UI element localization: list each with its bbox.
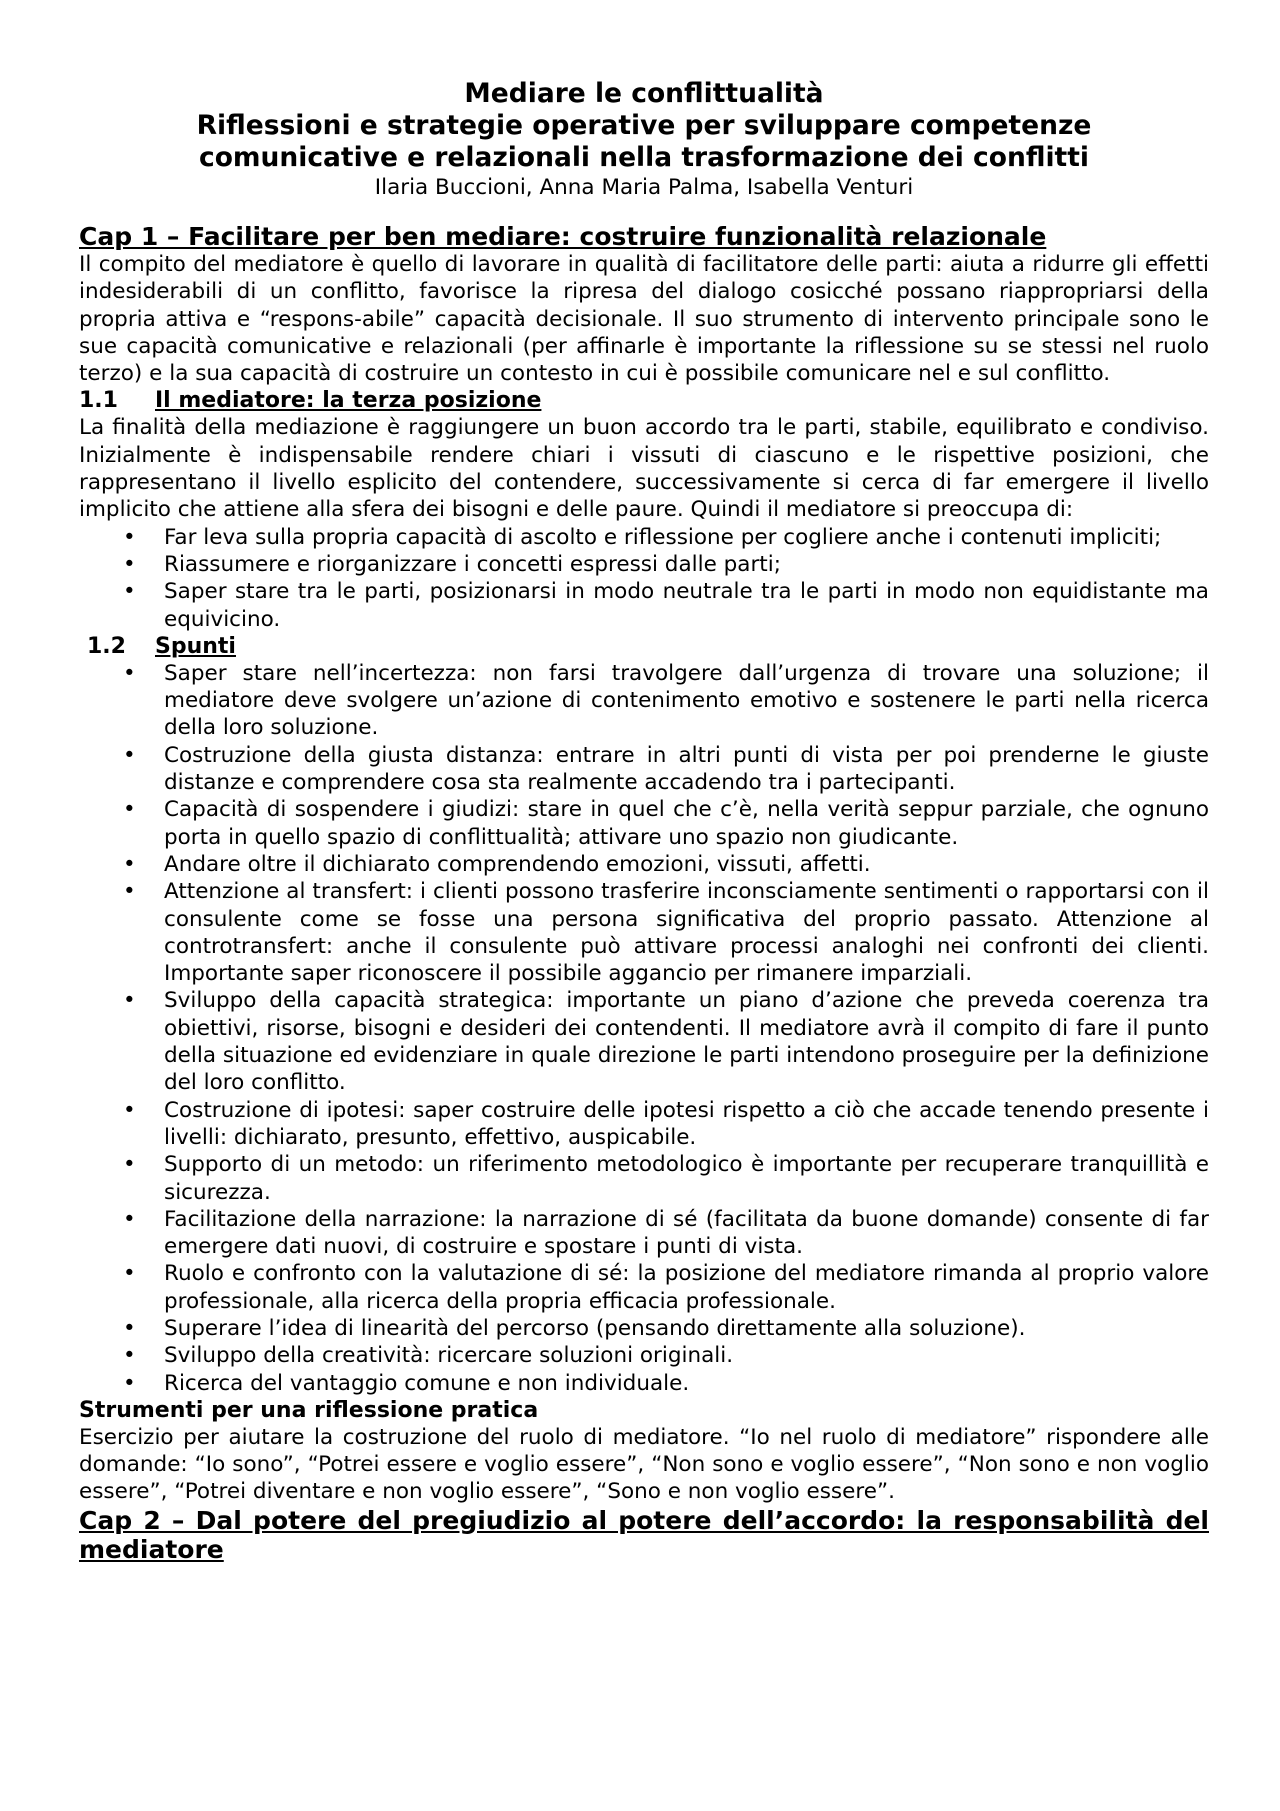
list-item: • Ricerca del vantaggio comune e non individuale. [123, 1370, 690, 1396]
list-item: • Supporto di un metodo: un riferimento metodologico è importante per recuperare tranquillità e sicurezza. [123, 1152, 1209, 1205]
section-title: Il mediatore: la terza posizione [155, 388, 542, 414]
bullet-icon: • [123, 524, 136, 550]
list-item: • Ruolo e confronto con la valutazione di sé: la posizione del mediatore rimanda al proprio valore professionale, alla ricerca della propria efficacia professionale. [123, 1261, 1209, 1314]
list-item: • Facilitazione della narrazione: la narrazione di sé (facilitata da buone domande) consente di far emergere dati nuovi, di costruire e spostare i punti di vista. [123, 1206, 1209, 1260]
document-page [79, 78, 1209, 1564]
bullet-icon: • [123, 1370, 136, 1396]
list-item: • Attenzione al transfert: i clienti possono trasferire inconsciamente sentimenti o rapportarsi con il consulente come se fosse una persona significativa del proprio passato. Attenzione al controtransfert: anche il consulente può attivare processi analoghi nei confronti dei clienti. Importante saper riconoscere il possibile aggancio per rimanere imparziali. [123, 879, 1209, 987]
chapter-2-heading: Cap 2 – Dal potere del pregiudizio al potere dell’accordo: la responsabilità del mediatore [79, 1505, 1209, 1564]
list-item: • Costruzione della giusta distanza: entrare in altri punti di vista per poi prenderne le giuste distanze e comprendere cosa sta realmente accadendo tra i partecipanti. [123, 742, 1209, 796]
list-item: • Sviluppo della creatività: ricercare soluzioni originali. [123, 1343, 734, 1369]
bullet-icon: • [123, 1152, 136, 1178]
list-item: • Superare l’idea di linearità del percorso (pensando direttamente alla soluzione). [123, 1315, 1026, 1341]
tools-heading: Strumenti per una riflessione pratica [79, 1397, 539, 1423]
section-1-2-bullet-list [79, 660, 1209, 1397]
section-1-2-heading [79, 633, 1209, 660]
bullet-icon: • [123, 851, 136, 877]
list-item: • Sviluppo della capacità strategica: importante un piano d’azione che preveda coerenza tra obiettivi, risorse, bisogni e desideri dei contendenti. Il mediatore avrà il compito di fare il punto della situazione ed evidenziare in quale direzione le parti intendono proseguire per la definizione del loro conflitto. [123, 988, 1209, 1096]
bullet-icon: • [123, 1206, 136, 1232]
bullet-icon: • [123, 551, 136, 577]
bullet-icon: • [123, 797, 136, 823]
section-1-1-bullet-list [79, 524, 1209, 633]
section-title: Spunti [155, 633, 236, 659]
bullet-icon: • [123, 988, 136, 1014]
chapter-1-heading: Cap 1 – Facilitare per ben mediare: costruire funzionalità relazionale [79, 222, 1047, 251]
section-1-1-heading [79, 387, 1209, 414]
bullet-icon: • [123, 579, 136, 605]
section-number: 1.2 [87, 633, 126, 659]
bullet-icon: • [123, 1261, 136, 1287]
bullet-icon: • [123, 660, 136, 686]
bullet-icon: • [123, 742, 136, 768]
document-subtitle-line-1: Riflessioni e strategie operative per sviluppare competenze [196, 110, 1092, 141]
document-title: Mediare le conflittualità [464, 78, 824, 109]
section-1-1-paragraph: La finalità della mediazione è raggiungere un buon accordo tra le parti, stabile, equilibrato e condiviso. Inizialmente è indispensabile rendere chiari i vissuti di ciascuno e le rispettive posizioni, che rappresentano il livello esplicito del contendere, successivamente si cerca di far emergere il livello implicito che attiene alla sfera dei bisogni e delle paure. Quindi il mediatore si preoccupa di: [79, 415, 1209, 523]
list-item: • Saper stare nell’incertezza: non farsi travolgere dall’urgenza di trovare una soluzione; il mediatore deve svolgere un’azione di contenimento emotivo e sostenere le parti nella ricerca della loro soluzione. [123, 660, 1209, 741]
list-item: • Costruzione di ipotesi: saper costruire delle ipotesi rispetto a ciò che accade tenendo presente i livelli: dichiarato, presunto, effettivo, auspicabile. [123, 1097, 1209, 1150]
document-subtitle-line-2: comunicative e relazionali nella trasformazione dei conflitti [199, 142, 1089, 173]
list-item: • Riassumere e riorganizzare i concetti espressi dalle parti; [123, 551, 781, 577]
bullet-icon: • [123, 879, 136, 905]
list-item: • Saper stare tra le parti, posizionarsi in modo neutrale tra le parti in modo non equidistante ma equivicino. [123, 579, 1209, 632]
tools-paragraph: Esercizio per aiutare la costruzione del ruolo di mediatore. “Io nel ruolo di mediatore” rispondere alle domande: “Io sono”, “Potrei essere e voglio essere”, “Non sono e voglio essere”, “Non sono e non voglio essere”, “Potrei diventare e non voglio essere”, “Sono e non voglio essere”. [79, 1424, 1209, 1505]
bullet-icon: • [123, 1343, 136, 1369]
section-number: 1.1 [79, 388, 118, 414]
bullet-icon: • [123, 1315, 136, 1341]
list-item: • Andare oltre il dichiarato comprendendo emozioni, vissuti, affetti. [123, 851, 871, 877]
bullet-icon: • [123, 1097, 136, 1123]
title-block [79, 78, 1209, 201]
list-item: • Capacità di sospendere i giudizi: stare in quel che c’è, nella verità seppur parziale, che ognuno porta in quello spazio di conflittualità; attivare uno spazio non giudicante. [123, 797, 1209, 850]
list-item: • Far leva sulla propria capacità di ascolto e riflessione per cogliere anche i contenuti impliciti; [123, 524, 1162, 550]
chapter-1-paragraph: Il compito del mediatore è quello di lavorare in qualità di facilitatore delle parti: aiuta a ridurre gli effetti indesiderabili di un conflitto, favorisce la ripresa del dialogo cosicché possano riappropriarsi della propria attiva e “respons-abile” capacità decisionale. Il suo strumento di intervento principale sono le sue capacità comunicative e relazionali (per affinarle è importante la riflessione su se stessi nel ruolo terzo) e la sua capacità di costruire un contesto in cui è possibile comunicare nel e sul conflitto. [79, 252, 1209, 387]
document-authors: Ilaria Buccioni, Anna Maria Palma, Isabella Venturi [374, 175, 914, 200]
